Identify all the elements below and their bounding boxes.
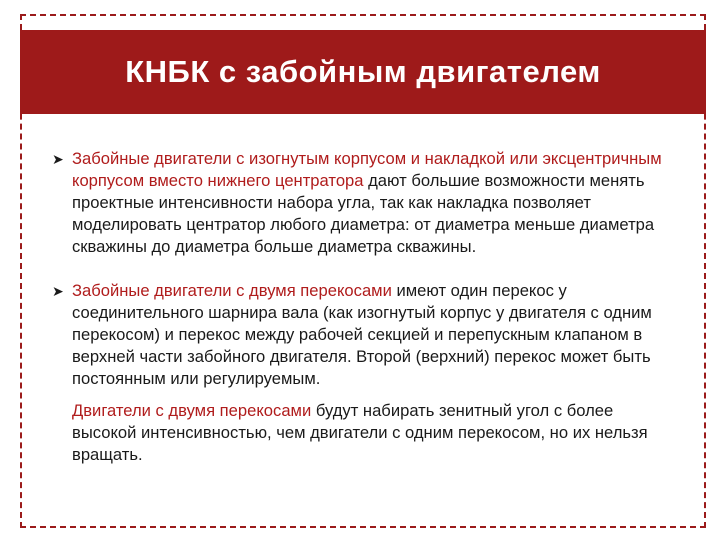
bullet-highlight: Забойные двигатели с изогнутым корпусом и накладкой или эксцентричным корпусом вместо нижнего центратора [72, 149, 662, 190]
paragraph-text: будут набирать зенитный угол с более высокой интенсивностью, чем двигатели с одним перекосом, но их нельзя вращать. [72, 401, 648, 464]
arrow-right-icon: ➤ [52, 151, 64, 167]
slide-content [50, 148, 680, 466]
title-banner [20, 30, 706, 114]
paragraph [72, 400, 680, 466]
bullet-text: дают большие возможности менять проектные интенсивности набора угла, так как накладка позволяет моделировать центратор любого диаметра: от диаметра меньше диаметра скважины до диаметра больше диаметра скважины. [72, 171, 655, 256]
slide-title: КНБК с забойным двигателем [125, 54, 601, 89]
bullet-text: имеют один перекос у соединительного шарнира вала (как изогнутый корпус у двигателя с одним перекосом) и перекос между рабочей секцией и перепускным клапаном в верхней части забойного двигателя. Второй (верхний) перекос может быть постоянным или регулируемым. [72, 281, 652, 388]
bullet-item [50, 148, 680, 258]
bullet-highlight: Забойные двигатели с двумя перекосами [72, 281, 392, 300]
arrow-right-icon: ➤ [52, 283, 64, 299]
bullet-item [50, 280, 680, 390]
paragraph-highlight: Двигатели с двумя перекосами [72, 401, 312, 420]
